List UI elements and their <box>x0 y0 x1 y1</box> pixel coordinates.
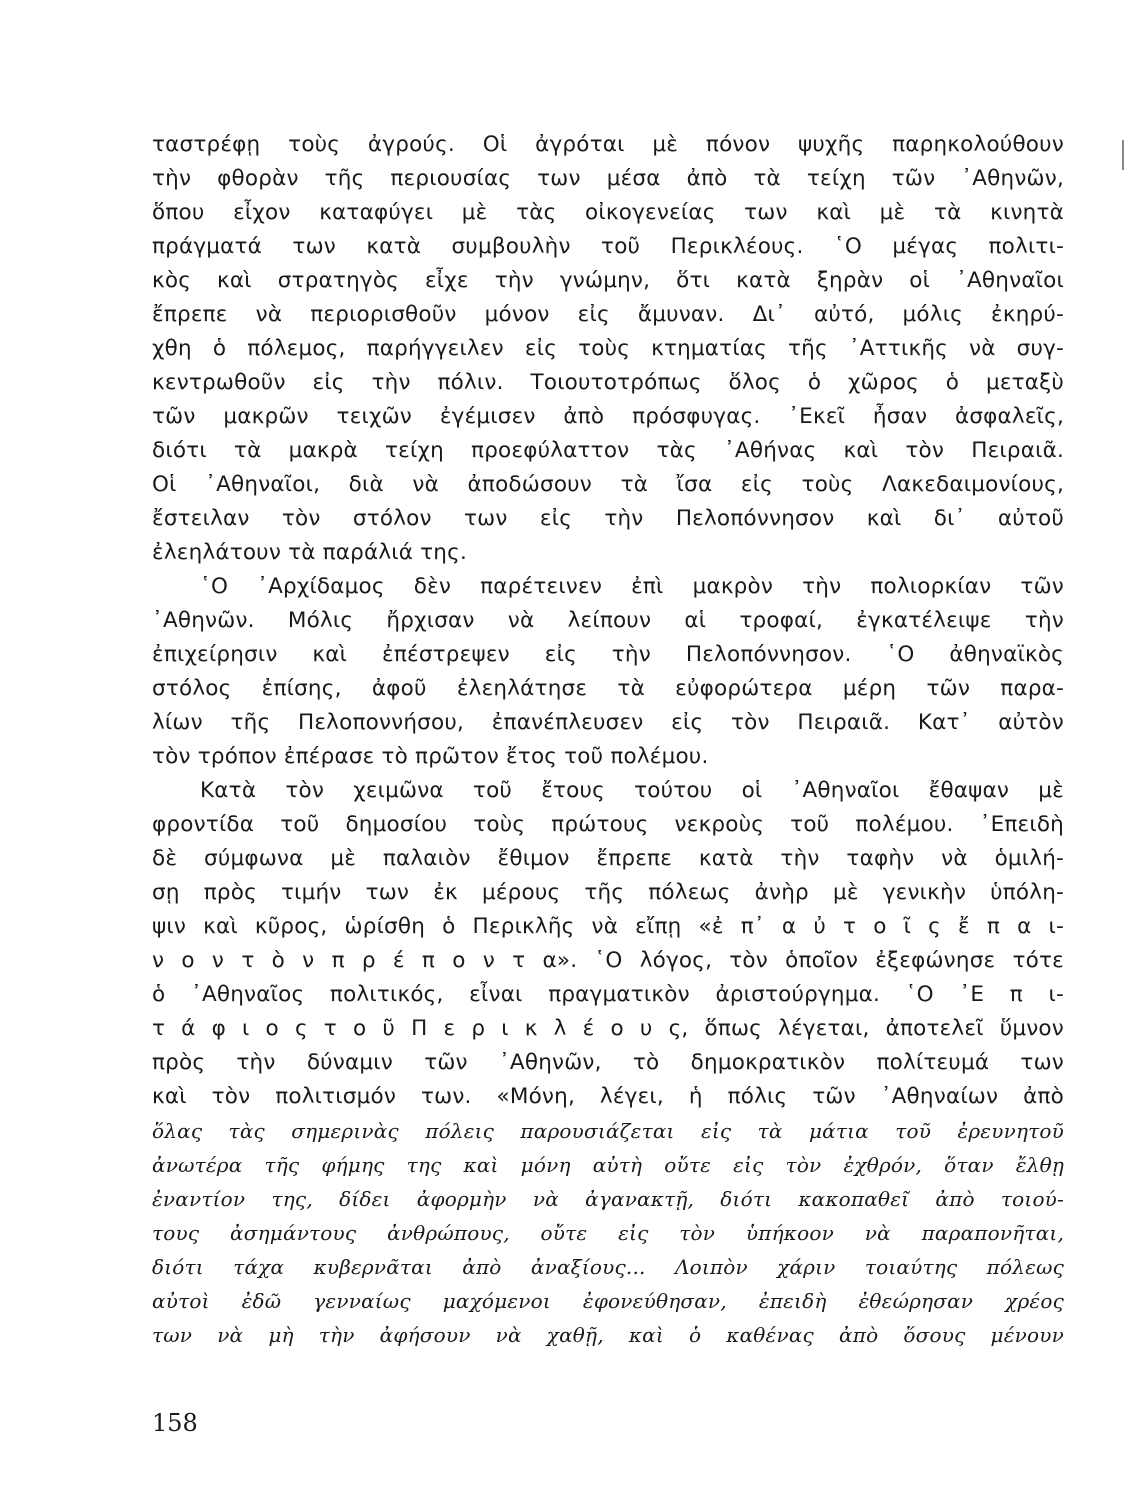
quote-line: αὐτοὶ ἐδῶ γενναίως μαχόμενοι ἐφονεύθησαν, ἐπειδὴ ἐθεώρησαν χρέος <box>152 1289 1064 1313</box>
text-line: πράγματά των κατὰ συμβουλὴν τοῦ Περικλέους. ῾Ο μέγας πολιτι- <box>152 234 1064 259</box>
text-line: σῃ πρὸς τιμήν των ἐκ μέρους τῆς πόλεως ἀνὴρ μὲ γενικὴν ὑπόλη- <box>152 880 1064 905</box>
text-line: τὴν φθορὰν τῆς περιουσίας των μέσα ἀπὸ τὰ τείχη τῶν ᾿Αθηνῶν, <box>152 166 1064 191</box>
text-line: πρὸς τὴν δύναμιν τῶν ᾿Αθηνῶν, τὸ δημοκρατικὸν πολίτευμά των <box>152 1050 1064 1075</box>
text-line: φροντίδα τοῦ δημοσίου τοὺς πρώτους νεκροὺς τοῦ πολέμου. ᾿Επειδὴ <box>152 812 1064 837</box>
text-line: λίων τῆς Πελοποννήσου, ἐπανέπλευσεν εἰς τὸν Πειραιᾶ. Κατ᾿ αὐτὸν <box>152 710 1064 735</box>
text-line: ν ο ν τ ὸ ν π ρ έ π ο ν τ α». ῾Ο λόγος, τὸν ὁποῖον ἐξεφώνησε τότε <box>152 948 1064 973</box>
quote-line: ἐναντίον της, δίδει ἀφορμὴν νὰ ἀγανακτῇ, διότι κακοπαθεῖ ἀπὸ τοιού- <box>152 1187 1064 1211</box>
text-line: ὅπου εἶχον καταφύγει μὲ τὰς οἰκογενείας των καὶ μὲ τὰ κινητὰ <box>152 200 1064 225</box>
quote-line: τους ἀσημάντους ἀνθρώπους, οὔτε εἰς τὸν ὑπήκοον νὰ παραπονῆται, <box>152 1221 1064 1245</box>
text-line: ὁ ᾿Αθηναῖος πολιτικός, εἶναι πραγματικὸν ἀριστούργημα. ῾Ο ᾿Ε π ι- <box>152 982 1064 1007</box>
text-line: τ ά φ ι ο ς τ ο ῦ Π ε ρ ι κ λ έ ο υ ς, ὅπως λέγεται, ἀποτελεῖ ὕμνον <box>152 1016 1064 1041</box>
text-line: ᾿Αθηνῶν. Μόλις ἤρχισαν νὰ λείπουν αἱ τροφαί, ἐγκατέλειψε τὴν <box>152 608 1064 633</box>
text-line: Οἱ ᾿Αθηναῖοι, διὰ νὰ ἀποδώσουν τὰ ἴσα εἰς τοὺς Λακεδαιμονίους, <box>152 472 1064 497</box>
text-line: τῶν μακρῶν τειχῶν ἐγέμισεν ἀπὸ πρόσφυγας. ᾿Εκεῖ ἦσαν ἀσφαλεῖς, <box>152 404 1064 429</box>
text-line: στόλος ἐπίσης, ἀφοῦ ἐλεηλάτησε τὰ εὐφορώτερα μέρη τῶν παρα- <box>152 676 1064 701</box>
quote-line: ὅλας τὰς σημερινὰς πόλεις παρουσιάζεται εἰς τὰ μάτια τοῦ ἐρευνητοῦ <box>152 1119 1064 1143</box>
text-line: χθη ὁ πόλεμος, παρήγγειλεν εἰς τοὺς κτηματίας τῆς ᾿Αττικῆς νὰ συγ- <box>152 336 1064 361</box>
text-line: καὶ τὸν πολιτισμόν των. «Μόνη, λέγει, ἡ πόλις τῶν ᾿Αθηναίων ἀπὸ <box>152 1084 1064 1109</box>
quote-line: ἀνωτέρα τῆς φήμης της καὶ μόνη αὐτὴ οὔτε εἰς τὸν ἐχθρόν, ὅταν ἔλθῃ <box>152 1153 1064 1177</box>
text-line: κεντρωθοῦν εἰς τὴν πόλιν. Τοιουτοτρόπως ὅλος ὁ χῶρος ὁ μεταξὺ <box>152 370 1064 395</box>
text-line: ἐπιχείρησιν καὶ ἐπέστρεψεν εἰς τὴν Πελοπόννησον. ῾Ο ἀθηναϊκὸς <box>152 642 1064 667</box>
text-line: ῾Ο ᾿Αρχίδαμος δὲν παρέτεινεν ἐπὶ μακρὸν τὴν πολιορκίαν τῶν <box>200 574 1064 599</box>
quote-line: διότι τάχα κυβερνᾶται ἀπὸ ἀναξίους... Λοιπὸν χάριν τοιαύτης πόλεως <box>152 1255 1064 1279</box>
scan-margin-mark <box>1122 140 1124 170</box>
text-line: ἔστειλαν τὸν στόλον των εἰς τὴν Πελοπόννησον καὶ δι᾿ αὐτοῦ <box>152 506 1064 531</box>
text-line: κὸς καὶ στρατηγὸς εἶχε τὴν γνώμην, ὅτι κατὰ ξηρὰν οἱ ᾿Αθηναῖοι <box>152 268 1064 293</box>
text-line: ἔπρεπε νὰ περιορισθοῦν μόνον εἰς ἄμυναν. Δι᾿ αὐτό, μόλις ἐκηρύ- <box>152 302 1064 327</box>
text-line: Κατὰ τὸν χειμῶνα τοῦ ἔτους τούτου οἱ ᾿Αθηναῖοι ἔθαψαν μὲ <box>200 778 1064 803</box>
text-line: δὲ σύμφωνα μὲ παλαιὸν ἔθιμον ἔπρεπε κατὰ τὴν ταφὴν νὰ ὁμιλή- <box>152 846 1064 871</box>
text-line: ψιν καὶ κῦρος, ὡρίσθη ὁ Περικλῆς νὰ εἴπῃ «ἐ π᾿ α ὐ τ ο ῖ ς ἔ π α ι- <box>152 914 1064 939</box>
body-text <box>152 128 1064 1352</box>
text-line: τὸν τρόπον ἐπέρασε τὸ πρῶτον ἔτος τοῦ πολέμου. <box>152 744 709 769</box>
text-line: διότι τὰ μακρὰ τείχη προεφύλαττον τὰς ᾿Αθήνας καὶ τὸν Πειραιᾶ. <box>152 438 1064 463</box>
page-number: 158 <box>152 1409 198 1437</box>
text-line: ταστρέφῃ τοὺς ἀγρούς. Οἱ ἀγρόται μὲ πόνον ψυχῆς παρηκολούθουν <box>152 132 1064 157</box>
quote-line: των νὰ μὴ τὴν ἀφήσουν νὰ χαθῇ, καὶ ὁ καθένας ἀπὸ ὅσους μένουν <box>152 1323 1064 1347</box>
text-line: ἐλεηλάτουν τὰ παράλιά της. <box>152 540 467 565</box>
